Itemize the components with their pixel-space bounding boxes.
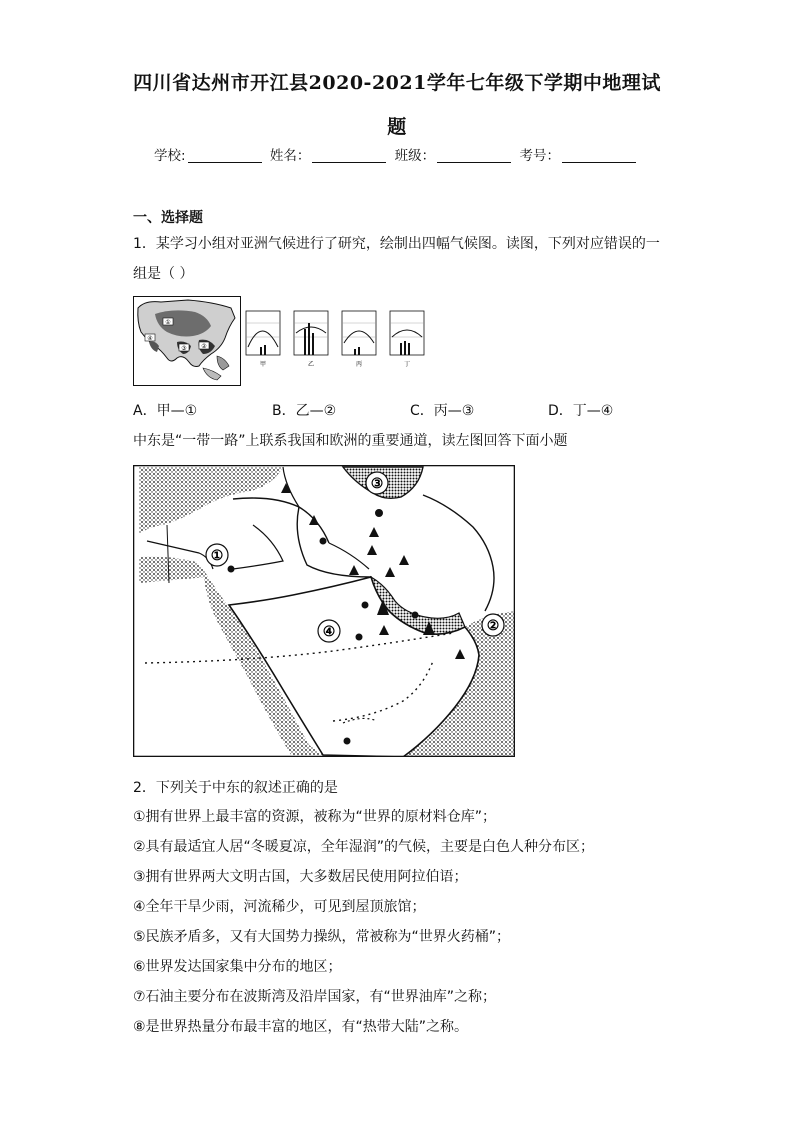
q2-statement-8: ⑧是世界热量分布最丰富的地区，有“热带大陆”之称。 [133,1019,469,1035]
q2-statement-4: ④全年干旱少雨，河流稀少，可见到屋顶旅馆； [133,899,426,915]
map-label-1: ① [165,319,171,326]
q1-option-a[interactable]: A．甲—① [133,403,198,419]
class-blank[interactable] [437,148,511,163]
climate-chart-1 [246,311,280,368]
svg-text:②: ② [486,618,500,634]
region-label-1 [206,544,228,566]
q1-stem-line-1: 1．某学习小组对亚洲气候进行了研究，绘制出四幅气候图。读图，下列对应错误的一 [133,236,660,252]
region-label-3 [366,472,388,494]
climate-chart-2 [294,311,328,368]
q2-statement-1: ①拥有世界上最丰富的资源，被称为“世界的原材料仓库”； [133,809,497,825]
region-label-4 [318,620,340,642]
class-label: 班级： [394,148,436,164]
school-blank[interactable] [188,148,262,163]
q1-option-d[interactable]: D．丁—④ [548,403,614,419]
name-label: 姓名： [269,148,311,164]
school-label: 学校: [154,148,186,164]
map-label-2: ② [201,343,207,350]
context-paragraph: 中东是“一带一路”上联系我国和欧洲的重要通道，读左图回答下面小题 [133,433,568,449]
q1-option-b[interactable]: B．乙—② [272,403,337,419]
exam-number-blank[interactable] [562,148,636,163]
chart-label-ding: 丁 [403,361,411,368]
climate-chart-4 [390,311,424,368]
q2-statement-5: ⑤民族矛盾多，又有大国势力操纵，常被称为“世界火药桶”； [133,929,511,945]
q2-statement-6: ⑥世界发达国家集中分布的地区； [133,959,342,975]
svg-text:①: ① [210,548,224,564]
climate-charts-figure [242,303,432,373]
q1-stem-line-2: 组是（ ） [133,266,194,282]
chart-label-jia: 甲 [259,361,267,368]
q2-statement-3: ③拥有世界两大文明古国，大多数居民使用阿拉伯语； [133,869,468,885]
section-heading-choice: 一、选择题 [133,210,203,226]
region-label-2 [482,614,504,636]
svg-text:④: ④ [322,624,336,640]
climate-chart-3 [342,311,376,368]
q1-option-c[interactable]: C．丙—③ [410,403,475,419]
map-label-4: ④ [147,335,153,342]
asia-climate-map [133,296,241,386]
q2-statement-7: ⑦石油主要分布在波斯湾及沿岸国家，有“世界油库”之称； [133,989,497,1005]
exam-title-line-1: 四川省达州市开江县2020-2021学年七年级下学期中地理试 [133,72,661,94]
chart-label-bing: 丙 [355,361,363,368]
exam-title-line-2: 题 [387,116,407,138]
student-info-row [0,144,794,164]
q2-stem: 2．下列关于中东的叙述正确的是 [133,780,338,796]
svg-text:③: ③ [370,476,384,492]
exam-number-label: 考号： [519,148,560,164]
chart-label-yi: 乙 [307,361,315,368]
q2-statement-2: ②具有最适宜人居“冬暖夏凉，全年湿润”的气候，主要是白色人种分布区； [133,839,595,855]
middle-east-map [133,465,515,757]
name-blank[interactable] [312,148,386,163]
map-label-3: ③ [181,345,187,352]
